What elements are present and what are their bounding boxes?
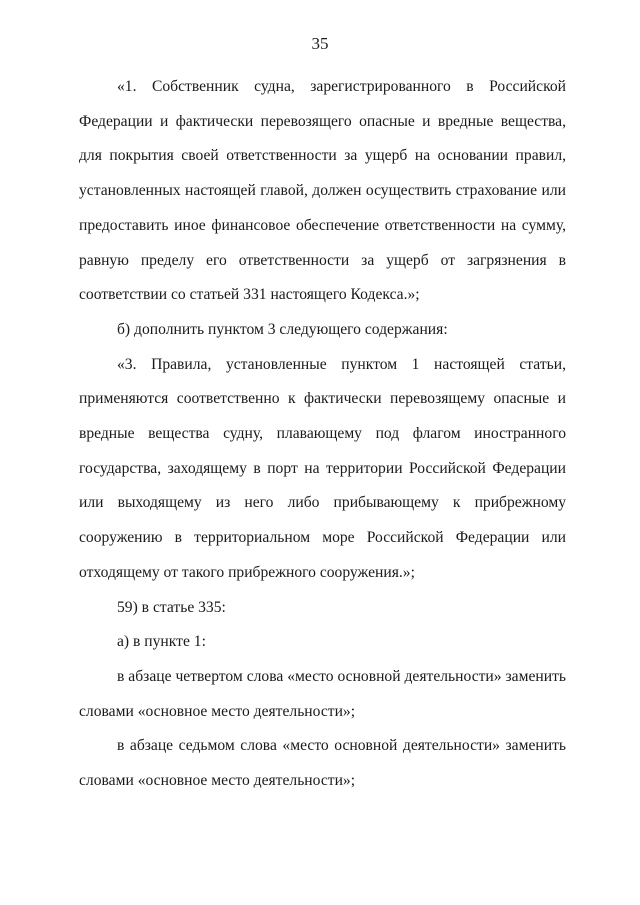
- paragraph-clause-3: «3. Правила, установленные пунктом 1 настоящей статьи, применяются соответственно к фактически перевозящему опасные и вредные вещества судну, плавающему под флагом иностранного государства, заходящему в порт на территории Российской Федерации или выходящему из него либо прибывающему к прибрежному сооружению в территориальном море Российской Федерации или отходящему от такого прибрежного сооружения.»;: [79, 355, 566, 581]
- paragraph-seventh-abzac: в абзаце седьмом слова «место основной деятельности» заменить словами «основное место деятельности»;: [79, 737, 566, 790]
- paragraph-subitem-a: а) в пункте 1:: [117, 633, 206, 651]
- paragraph-clause-1: «1. Собственник судна, зарегистрированного в Российской Федерации и фактически перевозящего опасные и вредные вещества, для покрытия своей ответственности за ущерб на основании правил, установленных настоящей главой, должен осуществить страхование или предоставить иное финансовое обеспечение ответственности на сумму, равную пределу его ответственности за ущерб от загрязнения в соответствии со статьей 331 настоящего Кодекса.»;: [79, 78, 566, 304]
- paragraph-subitem-b: б) дополнить пунктом 3 следующего содержания:: [117, 320, 448, 338]
- document-body: [79, 70, 566, 799]
- paragraph-fourth-abzac: в абзаце четвертом слова «место основной деятельности» заменить словами «основное место деятельности»;: [79, 667, 566, 720]
- page-number: 35: [311, 34, 329, 53]
- paragraph-item-59: 59) в статье 335:: [117, 598, 226, 616]
